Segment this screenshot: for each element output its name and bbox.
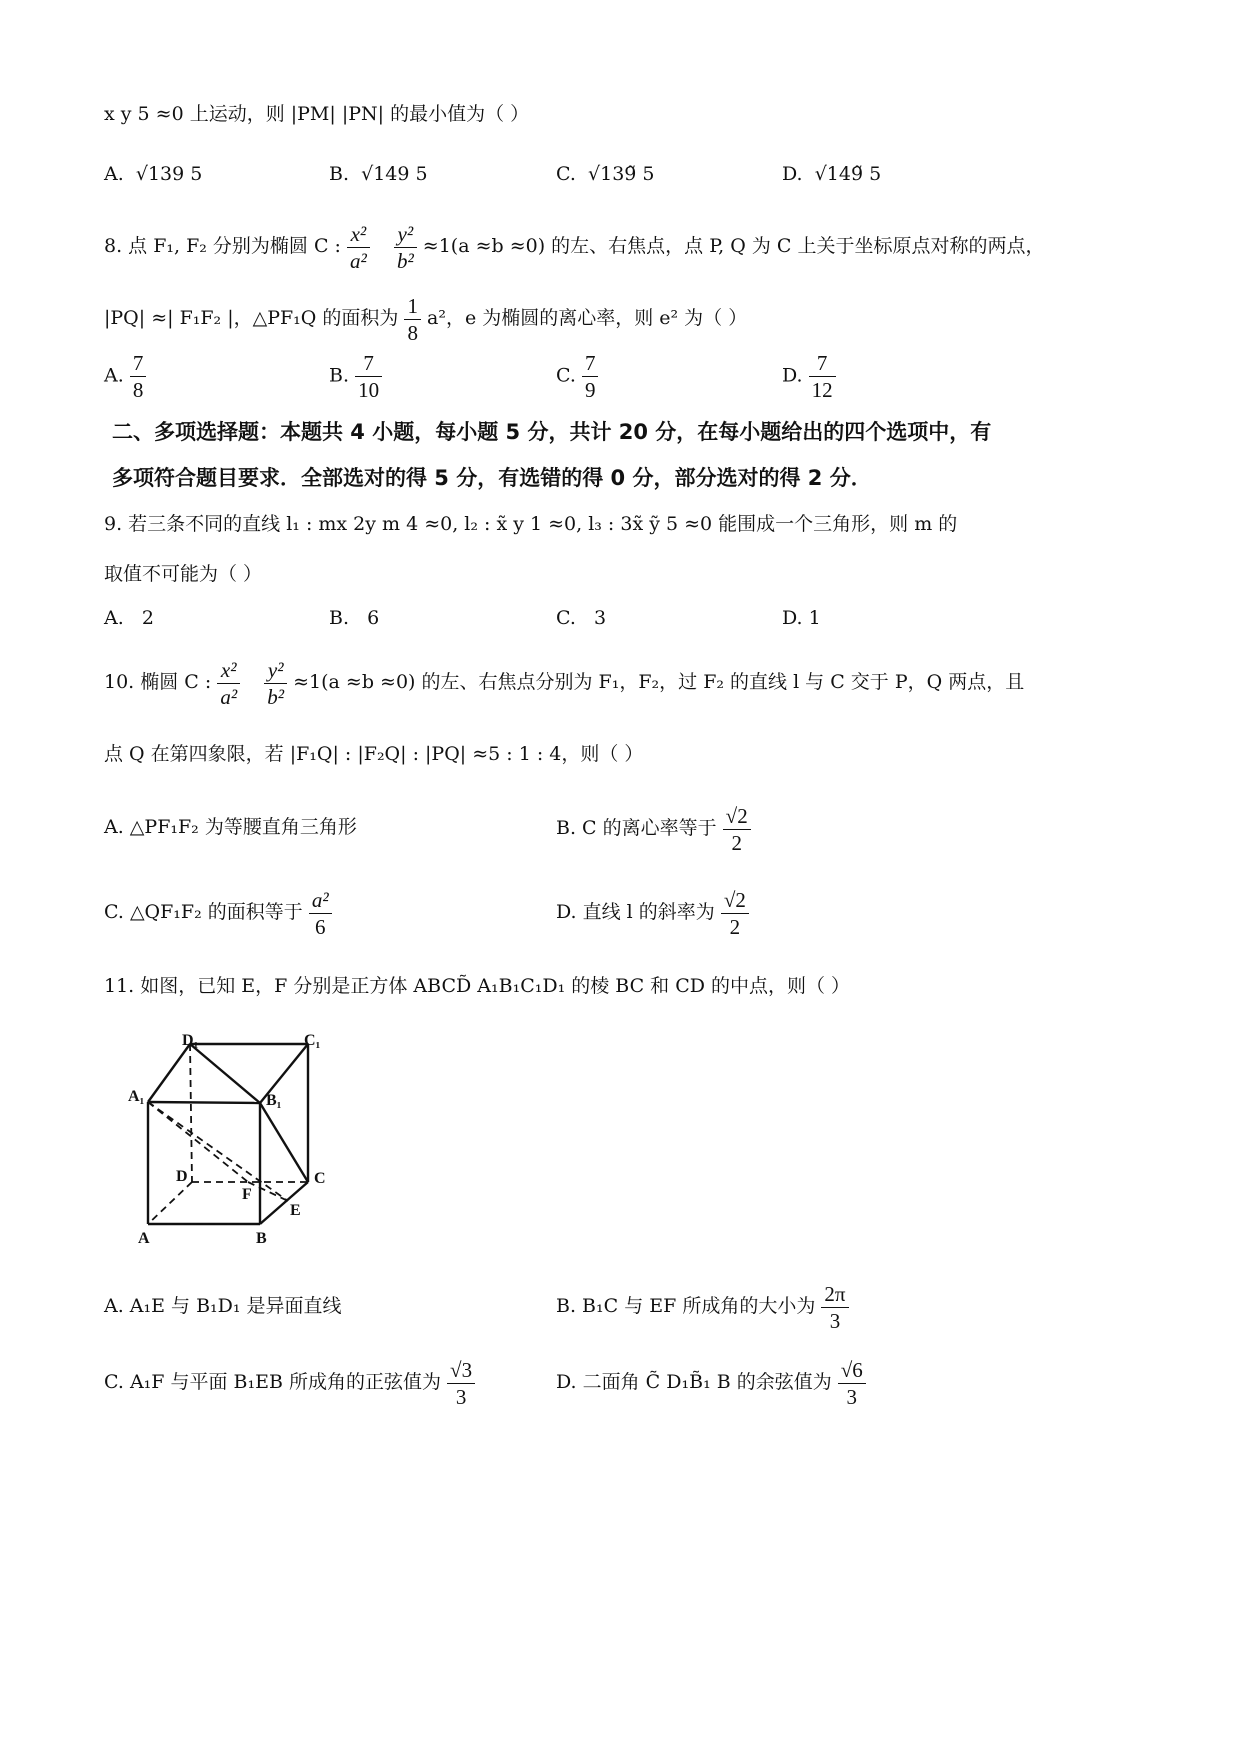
q11-option-a: A. A₁E 与 B₁D₁ 是异面直线 <box>104 1295 342 1317</box>
fraction-one-eighth: $\frac{1}{8}$ <box>404 293 421 346</box>
vertex-label-a: A <box>138 1230 150 1247</box>
cube-diagram <box>120 1030 360 1240</box>
q10-option-d: D. 直线 l 的斜率为 $\frac{√2}{2}$ <box>556 884 749 940</box>
q9-option-a: A. 2 <box>104 607 154 629</box>
q11-option-b: B. B₁C 与 EF 所成角的大小为 $\frac{2\pi}{3}$ <box>556 1278 849 1334</box>
fraction-x2-a2: $\frac{\text{x²}}{\text{a²}}$ <box>347 221 370 274</box>
vertex-label-f: F <box>242 1186 252 1203</box>
q9-option-c: C. 3 <box>556 607 607 629</box>
vertex-label-d: D <box>176 1168 188 1185</box>
q11-line: 11. 如图，已知 E，F 分别是正方体 ABCD̃ A₁B₁C₁D₁ 的棱 BC 和 CD 的中点，则（ ） <box>104 975 851 997</box>
q9-option-b: B. 6 <box>329 607 380 629</box>
q7-option-b: B. √149 5 <box>329 163 428 185</box>
q7-option-c: C. √139̃ 5 <box>556 163 655 185</box>
q9-line2: 取值不可能为（ ） <box>104 563 263 585</box>
q11-option-d: D. 二面角 C̃ D₁B̃₁ B 的余弦值为 $\frac{√6}{3}$ <box>556 1354 866 1410</box>
q7-option-a: A. √139 5 <box>104 163 203 185</box>
q10-option-c: C. △QF₁F₂ 的面积等于 $\frac{\text{a²}}{6}$ <box>104 884 332 940</box>
q8-option-a: A. $\frac{7}{8}$ <box>104 350 146 403</box>
section-heading-line2: 多项符合题目要求．全部选对的得 5 分，有选错的得 0 分，部分选对的得 2 分． <box>112 466 872 490</box>
vertex-label-c: C <box>314 1170 326 1187</box>
vertex-label-e: E <box>290 1202 301 1219</box>
q8-option-d: D. $\frac{7}{12}$ <box>782 350 836 403</box>
vertex-label-b: B <box>256 1230 267 1247</box>
q10-option-b: B. C 的离心率等于 $\frac{√2}{2}$ <box>556 800 751 856</box>
q8-line1: 8. 点 F₁, F₂ 分别为椭圆 C : $\frac{\text{x²}}{\text{a²}}$ $\frac{\text{y²}}{\text{b²}}$ ≈1(a ≈b ≈0) 的左、右焦点，点 P, Q 为 C 上关于坐标原点对称的两点， <box>104 221 1045 273</box>
q10-line1: 10. 椭圆 C : $\frac{\text{x²}}{\text{a²}}$ $\frac{\text{y²}}{\text{b²}}$ ≈1(a ≈b ≈0) 的左、右焦点分别为 F₁，F₂，过 F₂ 的直线 l 与 C 交于 P，Q 两点，且 <box>104 657 1025 709</box>
q10-option-a: A. △PF₁F₂ 为等腰直角三角形 <box>104 816 357 838</box>
vertex-label-b1: B₁ <box>266 1092 282 1109</box>
fraction-y2-b2: $\frac{\text{y²}}{\text{b²}}$ <box>394 221 417 274</box>
vertex-label-c1: C₁ <box>304 1032 321 1049</box>
vertex-label-d1: D₁ <box>182 1032 199 1049</box>
q8-option-c: C. $\frac{7}{9}$ <box>556 350 598 403</box>
section-heading-line1: 二、多项选择题：本题共 4 小题，每小题 5 分，共计 20 分，在每小题给出的四个选项中，有 <box>112 420 992 444</box>
q9-option-d: D. 1 <box>782 607 821 629</box>
vertex-label-a1: A₁ <box>128 1088 145 1105</box>
q9-line1: 9. 若三条不同的直线 l₁ : mx 2y m 4 ≈0, l₂ : x̃ y 1 ≈0, l₃ : 3x̃ ỹ 5 ≈0 能围成一个三角形，则 m 的 <box>104 513 958 535</box>
q8-line2: |PQ| ≈| F₁F₂ |，△PF₁Q 的面积为 $\frac{1}{8}$ a²，e 为椭圆的离心率，则 e² 为（ ） <box>104 293 748 345</box>
q8-option-b: B. $\frac{7}{10}$ <box>329 350 382 403</box>
q11-option-c: C. A₁F 与平面 B₁EB 所成角的正弦值为 $\frac{√3}{3}$ <box>104 1354 475 1410</box>
q7-line: x y 5 ≈0 上运动，则 |PM| |PN| 的最小值为（ ） <box>104 103 530 125</box>
q7-option-d: D. √149̃ 5 <box>782 163 882 185</box>
q10-line2: 点 Q 在第四象限，若 |F₁Q| : |F₂Q| : |PQ| ≈5 : 1 : 4，则（ ） <box>104 743 644 765</box>
